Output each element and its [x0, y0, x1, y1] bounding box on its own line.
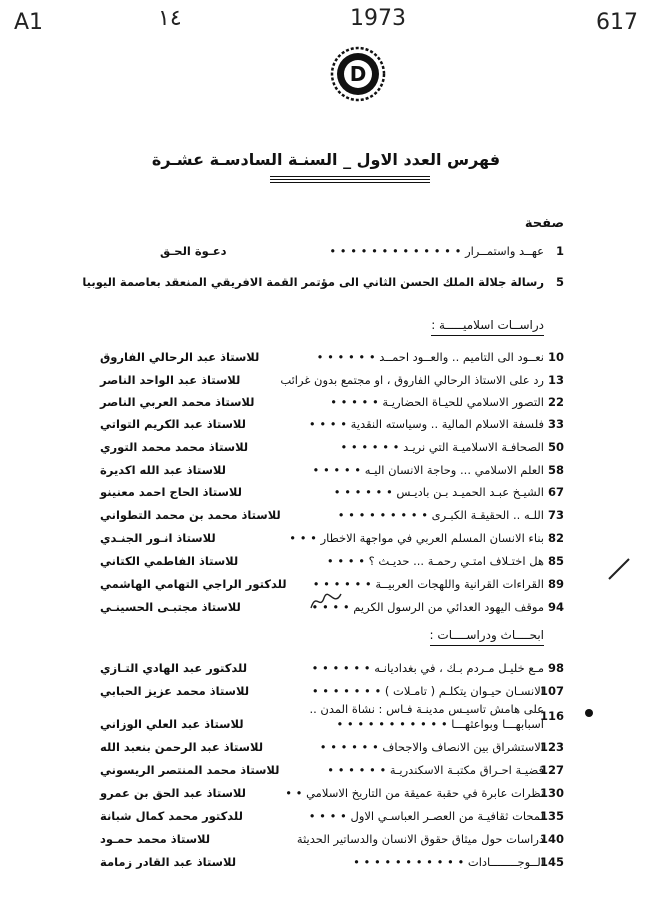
toc-page-number: 140 [539, 832, 564, 846]
toc-title: الــوجــــــــادات • • • • • • • • • • • [353, 855, 544, 869]
toc-row [0, 554, 652, 574]
toc-page-number: 10 [547, 350, 564, 364]
section-heading-research-studies: ابحــــاث ودراســــات : [430, 628, 544, 642]
toc-title: قضيـة احـراق مكتبـة الاسكندريـة • • • • • • [327, 763, 544, 777]
toc-page-number: 123 [539, 740, 564, 754]
toc-row [0, 740, 652, 760]
handwritten-code-left: A1 [14, 10, 44, 35]
toc-author: دعـوة الحـق [160, 244, 227, 258]
toc-title: هل اختـلاف امتـي رحمـة ... حديـث ؟ • • • • [326, 554, 544, 568]
handwritten-page-code: 617 [596, 10, 638, 35]
toc-title: فلسفة الاسلام المالية .. وسياسته النقدية • • • • [308, 417, 544, 431]
toc-author: للاستاذ عبد القادر زمامة [100, 855, 237, 869]
toc-row [0, 373, 652, 393]
toc-page-number: 67 [547, 485, 564, 499]
toc-title: نظرات عابرة في حقبة عميقة من التاريخ الاسلامي • • [285, 786, 544, 800]
toc-author: للدكتور محمد كمال شبانة [100, 809, 243, 823]
toc-title: موقف اليهود العدائي من الرسول الكريم • • • • [311, 600, 544, 614]
page-title: فهرس العدد الاول _ السنـة السادسـة عشـرة [151, 150, 501, 169]
toc-page-number: 85 [547, 554, 564, 568]
toc-author: للاستاذ عبد الرحالي الفاروق [100, 350, 260, 364]
pencil-tick-mark [605, 555, 633, 585]
toc-row [0, 809, 652, 829]
toc-page-number: 107 [539, 684, 564, 698]
toc-row [0, 508, 652, 528]
toc-title: بناء الانسان المسلم العربي في مواجهة الاخطار • • • [289, 531, 544, 545]
toc-page-number: 22 [547, 395, 564, 409]
toc-page-number: 5 [555, 275, 564, 289]
toc-row [0, 531, 652, 551]
section-heading-islamic-studies: دراســات اسلاميـــــة : [431, 318, 544, 332]
toc-title-continued: اسبابهـــا وبواعثهـــا • • • • • • • • • • • [336, 717, 544, 731]
toc-author: للاستاذ مجتبـى الحسينـي [100, 600, 241, 614]
handwritten-issue-number: ١٤ [158, 6, 182, 31]
toc-author: للاستاذ عبد الكريم التواتي [100, 417, 246, 431]
toc-row [0, 786, 652, 806]
toc-title: نعــود الى التاميم .. والعــود احمــد • • • • • • [316, 350, 544, 364]
toc-row [0, 684, 652, 704]
toc-page-number: 1 [555, 244, 564, 258]
toc-row [0, 350, 652, 370]
toc-row [0, 855, 652, 875]
toc-row [0, 244, 652, 264]
title-rule-2 [270, 179, 430, 180]
toc-page-number: 116 [539, 709, 564, 723]
toc-page-number: 145 [539, 855, 564, 869]
toc-author: للاستاذ الفاطمي الكتاني [100, 554, 239, 568]
toc-author: للدكتور عبد الهادي التـازي [100, 661, 248, 675]
toc-title: الاستشراق بين الانصاف والاجحاف • • • • • • [319, 740, 544, 754]
title-rule-3 [270, 182, 430, 183]
toc-author: للاستاذ محمد العربي الناصر [100, 395, 255, 409]
toc-row [0, 417, 652, 437]
ink-dot-mark [584, 708, 594, 718]
toc-author: للاستاذ عبد العلي الوزاني [100, 717, 244, 731]
toc-title: العلم الاسلامي ... وحاجة الانسان اليـه • • • • • [312, 463, 544, 477]
toc-title: عهــد واستمــرار • • • • • • • • • • • • • [329, 244, 544, 258]
handwritten-scribble [308, 590, 344, 612]
toc-title: الشيـخ عبـد الحميـد بـن باديـس • • • • • • [333, 485, 544, 499]
page-column-header: صفحة [524, 216, 564, 231]
toc-page-number: 73 [547, 508, 564, 522]
toc-author: للدكتور الراجي التهامي الهاشمي [100, 577, 287, 591]
toc-title: اللـه .. الحقيقـة الكبـرى • • • • • • • • • [337, 508, 544, 522]
toc-page-number: 50 [547, 440, 564, 454]
toc-title: الانسـان حيـوان يتكلـم ( تامـلات ) • • • • • • • [311, 684, 544, 698]
toc-author: للاستاذ محمد بن محمد التطواني [100, 508, 281, 522]
toc-page-number: 89 [547, 577, 564, 591]
toc-author: للاستاذ الحاج احمد معنينو [100, 485, 242, 499]
toc-page-number: 13 [547, 373, 564, 387]
toc-author: للاستاذ محمد حمـود [100, 832, 211, 846]
toc-row [0, 763, 652, 783]
toc-title: دراسات حول ميثاق حقوق الانسان والدساتير الحديثة [296, 832, 544, 846]
toc-page-number: 82 [547, 531, 564, 545]
toc-row [0, 485, 652, 505]
title-rule-1 [270, 176, 430, 177]
toc-page-number: 33 [547, 417, 564, 431]
toc-author: للاستاذ محمد عزيز الحبابي [100, 684, 250, 698]
toc-row [0, 395, 652, 415]
toc-author: للاستاذ عبد الواحد الناصر [100, 373, 241, 387]
toc-author: للاستاذ عبد الرحمن بنعبد الله [100, 740, 264, 754]
toc-row [0, 661, 652, 681]
toc-author: للاستاذ عبد الله اكديرة [100, 463, 226, 477]
toc-row [0, 440, 652, 460]
toc-row [0, 463, 652, 483]
toc-title: الصحافـة الاسلاميـة التي نريـد • • • • • • [340, 440, 544, 454]
toc-title: على هامش تاسيـس مدينـة فـاس : نشاة المدن .. [309, 702, 544, 716]
toc-row [0, 275, 652, 295]
toc-title: القراءات القرانية واللهجات العربيــة • • • • • • [312, 577, 544, 591]
handwritten-year: 1973 [350, 6, 406, 31]
toc-row [0, 702, 652, 741]
toc-author: للاستاذ عبد الحق بن عمرو [100, 786, 246, 800]
toc-author: للاستاذ محمد محمد التوري [100, 440, 249, 454]
toc-row [0, 832, 652, 852]
toc-title: رد على الاستاذ الرحالي الفاروق ، او مجتمع بدون غرائب [280, 373, 544, 387]
toc-page-number: 130 [539, 786, 564, 800]
toc-author: للاستاذ انـور الجنـدي [100, 531, 216, 545]
toc-page-number: 94 [547, 600, 564, 614]
stamp-logo [329, 45, 387, 103]
svg-text:D: D [349, 62, 367, 86]
toc-page-number: 127 [539, 763, 564, 777]
toc-page-number: 58 [547, 463, 564, 477]
toc-title: مـع خليـل مـردم بـك ، في بغداديانـه • • • • • • [311, 661, 544, 675]
toc-title: رسالة جلالة الملك الحسن الثاني الى مؤتمر القمة الافريقي المنعقد بعاصمة اليوبيا [82, 275, 544, 289]
toc-page-number: 135 [539, 809, 564, 823]
toc-title: لمحات ثقافيـة من العصـر العباسـي الاول • • • • [308, 809, 544, 823]
toc-author: للاستاذ محمد المنتصر الريسوني [100, 763, 280, 777]
toc-page-number: 98 [547, 661, 564, 675]
toc-title: التصور الاسلامي للحيـاة الحضاريـة • • • • • [330, 395, 544, 409]
